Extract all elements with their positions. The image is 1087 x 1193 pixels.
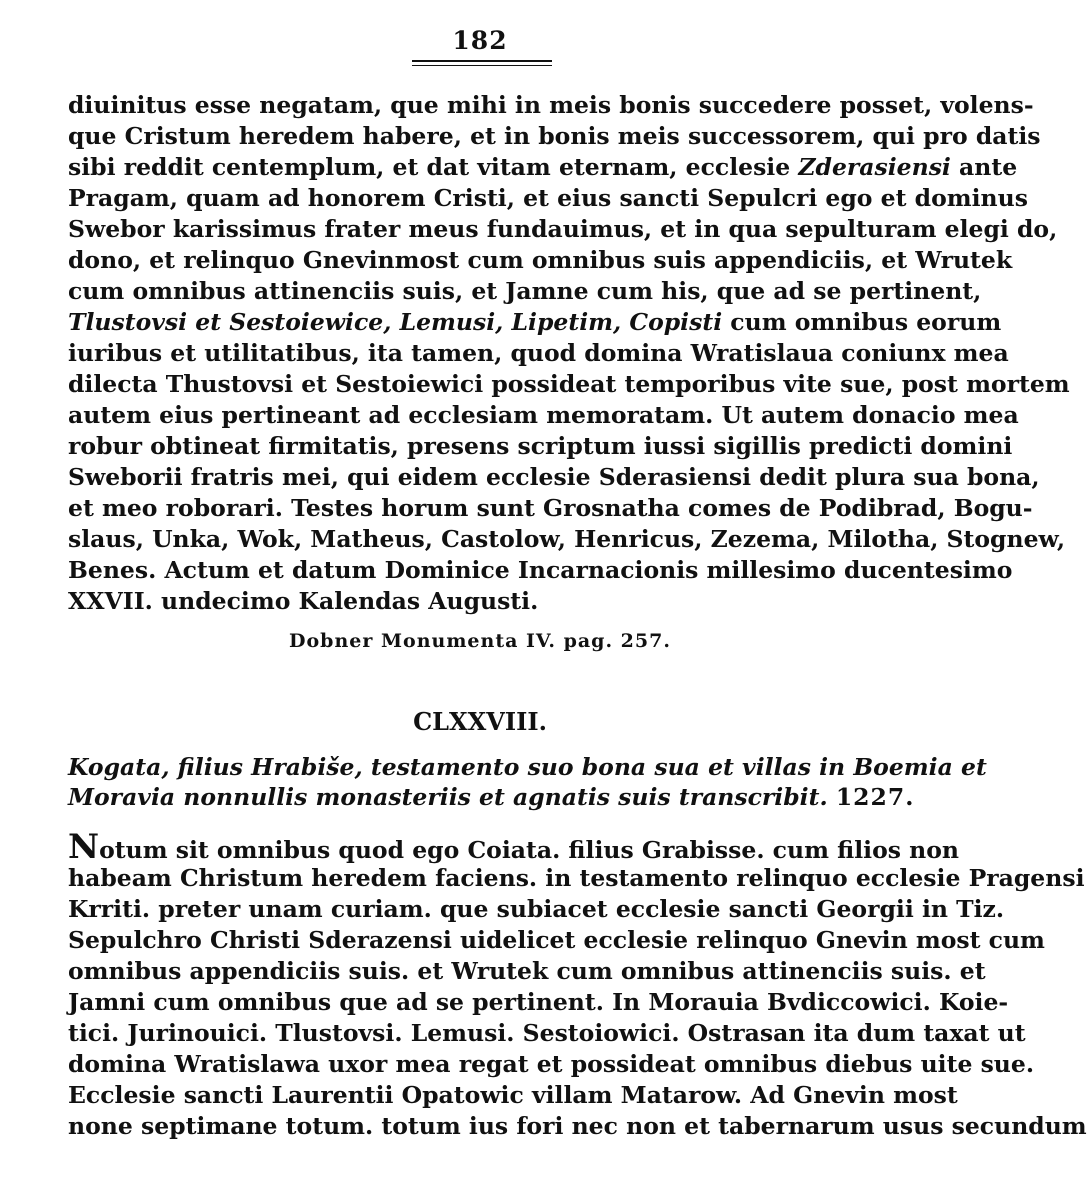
text-line: XXVII. undecimo Kalendas Augusti. bbox=[68, 587, 539, 615]
source-citation: Dobner Monumenta IV. pag. 257. bbox=[289, 630, 671, 652]
text-line: et meo roborari. Testes horum sunt Grosnatha comes de Podibrad, Bogu- bbox=[68, 494, 1033, 522]
text-line: que Cristum heredem habere, et in bonis meis successorem, qui pro datis bbox=[68, 122, 1041, 150]
text-line bbox=[68, 827, 959, 867]
text-line: habeam Christum heredem faciens. in testamento relinquo ecclesie Pragensi bbox=[68, 864, 1085, 892]
text-line: Sepulchro Christi Sderazensi uidelicet ecclesie relinquo Gnevin most cum bbox=[68, 926, 1045, 954]
text-line bbox=[68, 307, 1002, 337]
header-rule bbox=[412, 60, 552, 62]
initial-letter: N bbox=[68, 827, 100, 867]
text-line: Ecclesie sancti Laurentii Opatowic villam Matarow. Ad Gnevin most bbox=[68, 1081, 958, 1109]
text-line: iuribus et utilitatibus, ita tamen, quod domina Wratislaua coniunx mea bbox=[68, 339, 1009, 367]
text-line-tail: ante bbox=[950, 153, 1018, 181]
text-line-head: sibi reddit centemplum, et dat vitam eternam, ecclesie bbox=[68, 153, 799, 181]
text-line: Sweborii fratris mei, qui eidem ecclesie Sderasiensi dedit plura sua bona, bbox=[68, 463, 1040, 491]
text-line: slaus, Unka, Wok, Matheus, Castolow, Henricus, Zezema, Milotha, Stognew, bbox=[68, 525, 1066, 553]
regest-text: Moravia nonnullis monasteriis et agnatis suis transcribit. bbox=[68, 783, 828, 811]
text-line: Krriti. preter unam curiam. que subiacet ecclesie sancti Georgii in Tiz. bbox=[68, 895, 1005, 923]
text-line: Jamni cum omnibus que ad se pertinent. In Morauia Bvdiccowici. Koie- bbox=[68, 988, 1009, 1016]
text-line: dono, et relinquo Gnevinmost cum omnibus suis appendiciis, et Wrutek bbox=[68, 246, 1013, 274]
place-name-italic: Zderasiensi bbox=[798, 153, 951, 181]
text-line: omnibus appendiciis suis. et Wrutek cum omnibus attinenciis suis. et bbox=[68, 957, 986, 985]
text-line: diuinitus esse negatam, que mihi in meis bonis succedere posset, volens- bbox=[68, 91, 1034, 119]
text-line-body: otum sit omnibus quod ego Coiata. filius Grabisse. cum filios non bbox=[99, 836, 959, 864]
text-line: tici. Jurinouici. Tlustovsi. Lemusi. Sestoiowici. Ostrasan ita dum taxat ut bbox=[68, 1019, 1026, 1047]
text-line: domina Wratislawa uxor mea regat et possideat omnibus diebus uite sue. bbox=[68, 1050, 1035, 1078]
regest-line bbox=[68, 782, 915, 812]
page-number: 182 bbox=[452, 26, 508, 55]
regest-year: 1227. bbox=[835, 783, 915, 811]
header-rule-thin bbox=[412, 65, 552, 66]
text-line: autem eius pertineant ad ecclesiam memoratam. Ut autem donacio mea bbox=[68, 401, 1019, 429]
text-line: Pragam, quam ad honorem Cristi, et eius sancti Sepulcri ego et dominus bbox=[68, 184, 1028, 212]
document-number: CLXXVIII. bbox=[413, 707, 547, 736]
text-line bbox=[68, 152, 1018, 182]
regest-line: Kogata, filius Hrabiše, testamento suo bona sua et villas in Boemia et bbox=[68, 753, 987, 781]
text-line: robur obtineat firmitatis, presens scriptum iussi sigillis predicti domini bbox=[68, 432, 1013, 460]
place-names-italic: Tlustovsi et Sestoiewice, Lemusi, Lipetim, Copisti bbox=[68, 308, 723, 336]
text-line: Swebor karissimus frater meus fundauimus, et in qua sepulturam elegi do, bbox=[68, 215, 1058, 243]
text-line: cum omnibus attinenciis suis, et Jamne cum his, que ad se pertinent, bbox=[68, 277, 982, 305]
text-line: none septimane totum. totum ius fori nec non et tabernarum usus secundum bbox=[68, 1112, 1087, 1140]
text-line-tail: cum omnibus eorum bbox=[722, 308, 1002, 336]
text-line: dilecta Thustovsi et Sestoiewici possideat temporibus vite sue, post mortem bbox=[68, 370, 1070, 398]
text-line: Benes. Actum et datum Dominice Incarnacionis millesimo ducentesimo bbox=[68, 556, 1013, 584]
